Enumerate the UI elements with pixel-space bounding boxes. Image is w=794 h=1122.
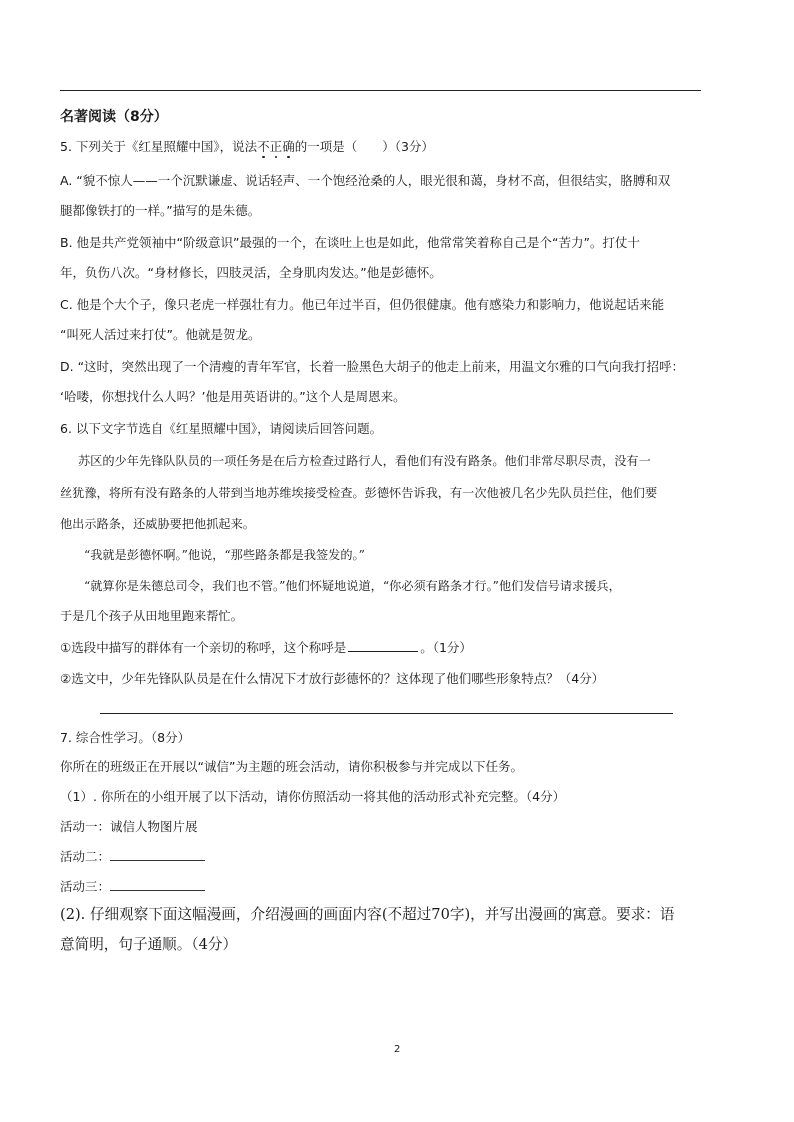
q7-activity3: 活动三： (60, 877, 205, 895)
activity2-blank[interactable] (110, 848, 205, 861)
q7-sub2-line1: (2). 仔细观察下面这幅漫画，介绍漫画的画面内容(不超过70字)，并写出漫画的寓意。要求：语 (60, 906, 675, 923)
q6-excerpt-p3-line2: 于是几个孩子从田地里跑来帮忙。 (60, 609, 243, 623)
q5-option-d-line1: D. “这时，突然出现了一个清瘦的青年军官，长着一脸黑色大胡子的他走上前来，用温文尔雅的口气向我打招呼： (60, 359, 685, 374)
q7-activity2: 活动二： (60, 847, 205, 865)
q5-stem: 5. 下列关于《红星照耀中国》，说法不正确的一项是（ ）（3分） (60, 139, 434, 154)
section-title: 名著阅读（8分） (60, 109, 168, 125)
q7-activity1: 活动一：诚信人物图片展 (60, 819, 198, 834)
q6-excerpt-p1-line3: 他出示路条，还威胁要把他抓起来。 (60, 517, 255, 531)
activity3-blank[interactable] (110, 878, 205, 891)
q5-option-a-line1: A. “貌不惊人——一个沉默谦虚、说话轻声、一个饱经沧桑的人，眼光很和蔼，身材不高，但很结实，胳膊和双 (60, 173, 671, 188)
q6-sub1: ①选段中描写的群体有一个亲切的称呼，这个称呼是 。（1分） (60, 640, 472, 655)
q5-option-c-line2: “叫死人活过来打仗”。他就是贺龙。 (60, 327, 261, 342)
q7-stem: 7. 综合性学习。（8分） (60, 730, 191, 745)
q6-excerpt-p1-line1: 苏区的少年先锋队队员的一项任务是在后方检查过路行人，看他们有没有路条。他们非常尽职尽责，没有一 (78, 454, 651, 468)
q6-excerpt-p3-line1: “就算你是朱德总司令，我们也不管。”他们怀疑地说道，“你必须有路条才行。”他们发信号请求援兵， (84, 579, 621, 593)
emphasis-char: 不 (257, 139, 270, 154)
top-divider (60, 90, 701, 91)
answer-line[interactable] (100, 713, 673, 714)
q7-sub2-line2: 意简明，句子通顺。（4分） (60, 936, 238, 953)
q5-option-c-line1: C. 他是个大个子，像只老虎一样强壮有力。他已年过半百，但仍很健康。他有感染力和影响力，他说起话来能 (60, 297, 665, 312)
emphasis-char: 正 (269, 139, 283, 154)
q5-option-a-line2: 腿都像铁打的一样。”描写的是朱德。 (60, 203, 261, 218)
q6-excerpt-p2: “我就是彭德怀啊。”他说，“那些路条都是我签发的。” (84, 548, 365, 562)
q6-sub2: ②选文中，少年先锋队队员是在什么情况下才放行彭德怀的？这体现了他们哪些形象特点？（4分） (60, 671, 605, 686)
q7-sub1: （1）. 你所在的小组开展了以下活动，请你仿照活动一将其他的活动形式补充完整。（4分） (60, 789, 566, 804)
q6-stem: 6. 以下文字节选自《红星照耀中国》，请阅读后回答问题。 (60, 421, 383, 436)
q5-option-b-line1: B. 他是共产党领袖中“阶级意识”最强的一个，在谈吐上也是如此，他常常笑着称自己是个“苦力”。打仗十 (60, 235, 640, 250)
emphasis-char: 确 (282, 139, 295, 154)
page-number: 2 (394, 1044, 401, 1055)
q5-option-d-line2: ‘哈喽，你想找什么人吗？’他是用英语讲的。”这个人是周恩来。 (60, 389, 406, 404)
answer-blank[interactable] (348, 639, 418, 652)
q7-intro: 你所在的班级正在开展以“诚信”为主题的班会活动，请你积极参与并完成以下任务。 (60, 759, 523, 774)
q5-option-b-line2: 年，负伤八次。“身材修长，四肢灵活，全身肌肉发达。”他是彭德怀。 (60, 265, 442, 280)
q6-excerpt-p1-line2: 丝犹豫，将所有没有路条的人带到当地苏维埃接受检查。彭德怀告诉我，有一次他被几名少先队员拦住，他们要 (60, 486, 658, 500)
